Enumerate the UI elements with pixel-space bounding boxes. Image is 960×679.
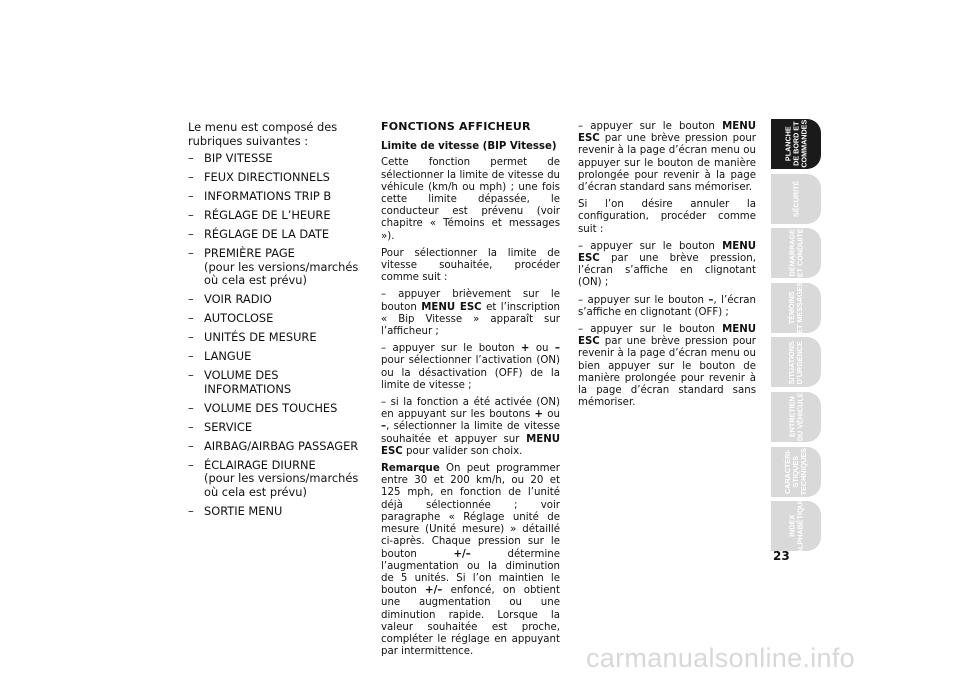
key-label: MENU ESC <box>421 301 482 313</box>
list-item-label: ÉCLAIRAGE DIURNE <box>204 457 316 472</box>
list-item-note: (pour les versions/marchés où cela est prévu) <box>204 259 359 288</box>
display-functions-column <box>381 121 560 663</box>
list-item <box>188 312 368 326</box>
key-label: +/– <box>425 585 443 597</box>
list-item <box>188 459 368 500</box>
text: enfoncé, on obtient une augmentation ou une diminution rapide. Lorsque la valeur souhaitée est proche, compléter le réglage en appuyant par intermittence. <box>381 585 560 658</box>
key-label: + <box>520 343 530 355</box>
list-item <box>188 369 368 396</box>
list-item-label: AUTOCLOSE <box>204 311 274 326</box>
text: – si la fonction a été activée (ON) en appuyant sur les boutons <box>381 397 560 421</box>
tab-label: ENTRETIEN DU VÉHICULE <box>787 392 804 442</box>
tab-starting-driving[interactable] <box>771 228 821 278</box>
list-item <box>188 505 368 519</box>
key-label: – <box>381 421 387 433</box>
text: – appuyer sur le bouton <box>578 294 704 306</box>
section-heading: FONCTIONS AFFICHEUR <box>381 120 531 133</box>
list-item <box>188 421 368 435</box>
list-item-note: (pour les versions/marchés où cela est prévu) <box>204 471 359 499</box>
list-item-label: RÉGLAGE DE LA DATE <box>204 227 330 242</box>
menu-list <box>188 152 368 518</box>
paragraph: Cette fonction permet de sélectionner la limite de vitesse du véhicule (km/h ou mph) ; une fois cette limite dépassée, le conducteur est prévenu (voir chapitre « Témoins et messages »). <box>381 157 560 242</box>
page-number: 23 <box>773 549 790 563</box>
list-item-label: LANGUE <box>204 349 252 364</box>
list-item-label: BIP VITESSE <box>204 151 273 166</box>
list-item-label: VOIR RADIO <box>204 292 272 307</box>
list-item-label: VOLUME DES INFORMATIONS <box>204 368 292 396</box>
paragraph <box>381 343 560 392</box>
key-label: +/– <box>453 548 471 560</box>
tab-label: SÉCURITÉ <box>791 180 801 217</box>
list-item <box>188 190 368 204</box>
tab-label: SITUATIONS D’URGENCE <box>787 340 804 384</box>
tab-label: TÉMOINS ET MESSAGES <box>787 281 805 334</box>
text: On peut programmer entre 30 et 200 km/h, ou 20 et 125 mph, en fonction de l’unité déjà sélectionnée ; voir paragraphe « Réglage unité de mesure (Unité mesure) » détaillé ci-après. Chaque pression sur le bouton <box>381 463 560 560</box>
list-item-label: INFORMATIONS TRIP B <box>204 189 332 204</box>
text: pour valider son choix. <box>406 445 523 457</box>
list-item-label: VOLUME DES TOUCHES <box>204 400 338 415</box>
paragraph <box>578 121 756 194</box>
paragraph: Pour sélectionner la limite de vitesse souhaitée, procéder comme suit : <box>381 247 560 284</box>
text: par une brève pression, l’écran s’affiche en clignotant (ON) ; <box>578 253 756 289</box>
text: ou <box>535 343 549 355</box>
list-item <box>188 293 368 307</box>
tab-label: INDEX ALPHABÉTIQUE <box>787 497 804 555</box>
instructions-column <box>578 121 756 414</box>
list-item-label: RÉGLAGE DE L’HEURE <box>204 208 331 223</box>
list-item-label: SORTIE MENU <box>204 503 283 518</box>
list-item-label: UNITÉS DE MESURE <box>204 330 317 345</box>
subsection-heading: Limite de vitesse (BIP Vitesse) <box>381 141 557 153</box>
text: et l’inscription « Bip Vitesse » apparaît sur l’afficheur ; <box>381 301 561 338</box>
tab-label: DÉMARRAGE ET CONDUITE <box>787 228 804 278</box>
tab-label: PLANCHE DE BORD ET COMMANDES <box>783 120 808 168</box>
list-item <box>188 228 368 242</box>
key-label: – <box>708 294 714 306</box>
remark-paragraph <box>381 463 560 658</box>
paragraph <box>381 397 560 458</box>
text: pour sélectionner l’activation (ON) ou la désactivation (OFF) de la limite de vitesse ; <box>381 355 560 391</box>
menu-list-column <box>188 121 368 524</box>
text: ou <box>547 409 560 421</box>
list-item <box>188 350 368 364</box>
list-item <box>188 402 368 416</box>
key-label: MENU ESC <box>578 121 756 145</box>
paragraph: Si l’on désire annuler la configuration, procéder comme suit : <box>578 199 756 235</box>
text: – appuyer sur le bouton <box>578 121 715 132</box>
key-label: MENU ESC <box>578 324 756 348</box>
key-label: MENU ESC <box>578 240 756 265</box>
text: – appuyer sur le bouton <box>578 324 715 336</box>
list-item <box>188 440 368 454</box>
tab-technical-specs[interactable] <box>771 447 821 497</box>
list-item <box>188 331 368 345</box>
text: – appuyer sur le bouton <box>578 240 715 252</box>
text: par une brève pression pour revenir à la page d’écran menu ou bien appuyer sur le bouton de manière prolongée pour revenir à la page d’écran standard sans mémoriser. <box>578 336 756 409</box>
text: – appuyer brièvement sur le bouton <box>381 289 560 313</box>
chapter-tabs <box>771 119 821 556</box>
tab-label: CARACTÉRI- STIQUES TECHNIQUES <box>783 447 808 496</box>
key-label: – <box>554 343 560 355</box>
list-item <box>188 152 368 166</box>
key-label: MENU ESC <box>381 433 560 457</box>
tab-dashboard-controls[interactable] <box>771 119 821 169</box>
paragraph <box>578 324 756 409</box>
tab-maintenance[interactable] <box>771 392 821 442</box>
text: – appuyer sur le bouton <box>381 343 515 355</box>
tab-warnings-messages[interactable] <box>771 283 821 333</box>
text: , sélectionner la limite de vitesse souhaitée et appuyer sur <box>381 421 560 445</box>
tab-safety[interactable] <box>771 174 821 224</box>
list-item <box>188 209 368 223</box>
paragraph <box>381 289 560 338</box>
list-item <box>188 171 368 185</box>
remark-label: Remarque <box>381 463 440 475</box>
list-item-label: PREMIÈRE PAGE <box>204 246 295 261</box>
list-item-label: SERVICE <box>204 419 253 434</box>
intro-text: Le menu est composé des rubriques suivantes : <box>188 120 338 148</box>
text: , l’écran s’affiche en clignotant (OFF) ; <box>578 294 756 318</box>
list-item-label: FEUX DIRECTIONNELS <box>204 170 330 185</box>
tab-index[interactable] <box>771 497 821 555</box>
key-label: + <box>534 409 544 421</box>
text: par une brève pression pour revenir à la page d’écran menu ou appuyer sur le bouton de manière prolongée pour revenir à la page d’écran standard sans mémoriser. <box>578 133 756 194</box>
paragraph <box>578 295 756 319</box>
tab-emergency[interactable] <box>771 337 821 387</box>
paragraph <box>578 241 756 290</box>
list-item <box>188 247 368 288</box>
list-item-label: AIRBAG/AIRBAG PASSAGER <box>204 438 359 453</box>
text: détermine l’augmentation ou la diminution de 5 unités. Si l’on maintien le bouton <box>381 548 560 597</box>
watermark: carmanualsonline.info <box>586 643 855 673</box>
